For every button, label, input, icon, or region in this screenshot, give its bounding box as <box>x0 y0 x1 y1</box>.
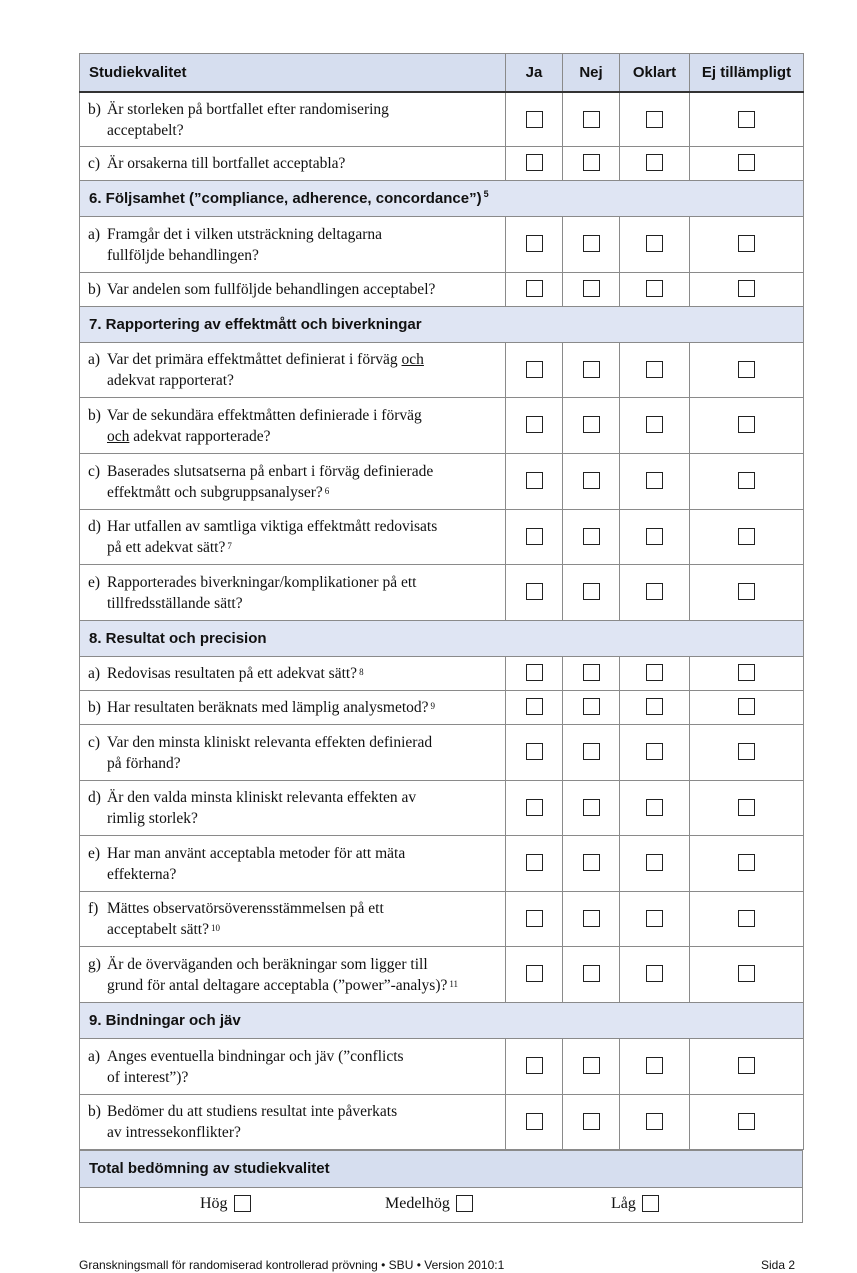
answer-cell-ja <box>506 1038 563 1094</box>
answer-cell-ja <box>506 453 563 509</box>
answer-cell-nej <box>563 146 620 180</box>
answer-cell-nej <box>563 564 620 620</box>
question-line: tillfredsställande sätt? <box>107 594 243 612</box>
answer-cell-oklart <box>620 342 690 397</box>
answer-cell-ja <box>506 564 563 620</box>
answer-cell-ja <box>506 509 563 564</box>
checkbox-nej[interactable] <box>583 910 600 927</box>
question-text <box>107 461 499 503</box>
answer-cell-nej <box>563 656 620 690</box>
section-title: 9. Bindningar och jäv <box>89 1011 241 1029</box>
checkbox-nej[interactable] <box>583 799 600 816</box>
answer-cell-nej <box>563 92 620 146</box>
question-label: c) <box>88 155 101 172</box>
option-hog-checkbox[interactable] <box>234 1195 251 1212</box>
footer-text: Granskningsmall för randomiserad kontrollerad prövning • SBU • Version 2010:1 <box>79 1258 505 1272</box>
checkbox-nej[interactable] <box>583 416 600 433</box>
answer-cell-ej-tillampligt <box>690 1094 804 1149</box>
question-label: g) <box>88 955 101 973</box>
checkbox-oklart[interactable] <box>646 583 663 600</box>
checkbox-ej-tillampligt[interactable] <box>738 799 755 816</box>
total-title: Total bedömning av studiekvalitet <box>80 1150 803 1187</box>
checkbox-ej-tillampligt[interactable] <box>738 1113 755 1130</box>
footnote-ref: 5 <box>483 188 489 199</box>
question-text <box>107 405 499 447</box>
answer-cell-oklart <box>620 272 690 306</box>
column-ja: Ja <box>506 54 563 93</box>
question-line: adekvat rapporterade? <box>129 427 271 445</box>
question-line: av intressekonflikter? <box>107 1124 241 1141</box>
question-text <box>107 279 499 300</box>
answer-cell-ja <box>506 946 563 1002</box>
question-label: b) <box>88 406 101 424</box>
answer-cell-ja <box>506 216 563 272</box>
checkbox-ej-tillampligt[interactable] <box>738 416 755 433</box>
question-label: b) <box>88 281 101 298</box>
answer-cell-ej-tillampligt <box>690 342 804 397</box>
question-label: f) <box>88 900 99 917</box>
question-row <box>80 690 804 724</box>
answer-cell-ej-tillampligt <box>690 146 804 180</box>
answer-cell-nej <box>563 780 620 835</box>
question-line: acceptabelt? <box>107 121 184 139</box>
checkbox-ja[interactable] <box>526 799 543 816</box>
answer-cell-oklart <box>620 656 690 690</box>
checkbox-nej[interactable] <box>583 1057 600 1074</box>
checkbox-ja[interactable] <box>526 235 543 252</box>
underlined-word: och <box>107 427 130 445</box>
question-row <box>80 564 804 620</box>
checkbox-oklart[interactable] <box>646 1057 663 1074</box>
page-number: Sida 2 <box>760 1258 795 1272</box>
answer-cell-oklart <box>620 724 690 780</box>
question-line: Baserades slutsatserna på enbart i förväg definierade <box>107 462 434 480</box>
checkbox-ej-tillampligt[interactable] <box>738 583 755 600</box>
question-line: Rapporterades biverkningar/komplikationer på ett <box>107 573 417 591</box>
checkbox-nej[interactable] <box>583 154 600 171</box>
answer-cell-nej <box>563 216 620 272</box>
option-lag-checkbox[interactable] <box>642 1195 659 1212</box>
answer-cell-ja <box>506 835 563 891</box>
answer-cell-oklart <box>620 946 690 1002</box>
checkbox-ej-tillampligt[interactable] <box>738 361 755 378</box>
checkbox-oklart[interactable] <box>646 154 663 171</box>
checkbox-ja[interactable] <box>526 583 543 600</box>
answer-cell-oklart <box>620 146 690 180</box>
question-row <box>80 216 804 272</box>
checkbox-ej-tillampligt[interactable] <box>738 743 755 760</box>
checkbox-ja[interactable] <box>526 698 543 715</box>
section-title: 8. Resultat och precision <box>89 629 267 647</box>
question-label: d) <box>88 518 101 535</box>
question-line: Bedömer du att studiens resultat inte påverkats <box>107 1103 398 1120</box>
question-row <box>80 272 804 306</box>
section-heading <box>80 620 804 656</box>
answer-cell-ej-tillampligt <box>690 891 804 946</box>
table-header <box>80 54 804 93</box>
question-row <box>80 146 804 180</box>
question-line: på förhand? <box>107 754 181 772</box>
checkbox-nej[interactable] <box>583 280 600 297</box>
checkbox-ja[interactable] <box>526 965 543 982</box>
answer-cell-oklart <box>620 453 690 509</box>
option-medelhog-checkbox[interactable] <box>456 1195 473 1212</box>
question-line: Anges eventuella bindningar och jäv (”conflicts <box>107 1047 404 1065</box>
checkbox-ja[interactable] <box>526 280 543 297</box>
question-text <box>107 663 499 684</box>
footnote-ref: 9 <box>430 701 436 711</box>
question-text <box>107 898 499 940</box>
checkbox-oklart[interactable] <box>646 111 663 128</box>
question-label: b) <box>88 100 101 118</box>
answer-cell-oklart <box>620 891 690 946</box>
footnote-ref: 6 <box>324 485 330 496</box>
question-line: Är orsakerna till bortfallet acceptabla? <box>107 155 346 172</box>
review-form <box>79 53 803 1223</box>
question-text <box>107 732 499 774</box>
answer-cell-ej-tillampligt <box>690 397 804 453</box>
answer-cell-nej <box>563 509 620 564</box>
checkbox-ja[interactable] <box>526 743 543 760</box>
checkbox-ej-tillampligt[interactable] <box>738 235 755 252</box>
answer-cell-nej <box>563 835 620 891</box>
answer-cell-oklart <box>620 216 690 272</box>
answer-cell-ej-tillampligt <box>690 656 804 690</box>
section-title: 6. Följsamhet (”compliance, adherence, concordance”) <box>89 189 482 207</box>
question-row <box>80 891 804 946</box>
answer-cell-ja <box>506 690 563 724</box>
checkbox-nej[interactable] <box>583 111 600 128</box>
column-oklart: Oklart <box>620 54 690 93</box>
answer-cell-ja <box>506 92 563 146</box>
checkbox-ja[interactable] <box>526 910 543 927</box>
checkbox-ej-tillampligt[interactable] <box>738 528 755 545</box>
answer-cell-nej <box>563 690 620 724</box>
checkbox-nej[interactable] <box>583 854 600 871</box>
column-nej: Nej <box>563 54 620 93</box>
answer-cell-ja <box>506 780 563 835</box>
checkbox-oklart[interactable] <box>646 799 663 816</box>
underlined-word: och <box>401 351 424 368</box>
checkbox-ja[interactable] <box>526 472 543 489</box>
checkbox-nej[interactable] <box>583 965 600 982</box>
answer-cell-ja <box>506 656 563 690</box>
checkbox-nej[interactable] <box>583 664 600 681</box>
question-line: grund för antal deltagare acceptabla (”power”-analys)? <box>107 976 448 994</box>
question-label: b) <box>88 699 101 716</box>
question-text <box>107 1046 499 1088</box>
checkbox-oklart[interactable] <box>646 664 663 681</box>
checkbox-ej-tillampligt[interactable] <box>738 664 755 681</box>
checkbox-ja[interactable] <box>526 854 543 871</box>
answer-cell-nej <box>563 272 620 306</box>
question-row <box>80 780 804 835</box>
answer-cell-ja <box>506 724 563 780</box>
checkbox-nej[interactable] <box>583 528 600 545</box>
question-text <box>107 843 499 885</box>
question-line: Var det primära effektmåttet definierat i förväg <box>107 351 402 368</box>
checkbox-oklart[interactable] <box>646 472 663 489</box>
checkbox-ej-tillampligt[interactable] <box>738 280 755 297</box>
question-row <box>80 1094 804 1149</box>
answer-cell-nej <box>563 397 620 453</box>
answer-cell-nej <box>563 453 620 509</box>
question-line: Var de sekundära effektmåtten definierade i förväg <box>107 406 422 424</box>
question-line: rimlig storlek? <box>107 810 198 827</box>
total-assessment <box>79 1150 803 1223</box>
question-line: Redovisas resultaten på ett adekvat sätt? <box>107 665 358 682</box>
section-heading <box>80 180 804 216</box>
answer-cell-ej-tillampligt <box>690 564 804 620</box>
answer-cell-ja <box>506 146 563 180</box>
question-label: c) <box>88 733 101 751</box>
answer-cell-nej <box>563 946 620 1002</box>
answer-cell-ja <box>506 342 563 397</box>
question-line: effektmått och subgruppsanalyser? <box>107 483 323 501</box>
answer-cell-ej-tillampligt <box>690 272 804 306</box>
question-row <box>80 724 804 780</box>
question-line: of interest”)? <box>107 1068 189 1086</box>
question-text <box>107 787 499 829</box>
question-line: på ett adekvat sätt? <box>107 539 226 556</box>
answer-cell-oklart <box>620 690 690 724</box>
checkbox-ej-tillampligt[interactable] <box>738 910 755 927</box>
answer-cell-ja <box>506 891 563 946</box>
question-row <box>80 1038 804 1094</box>
answer-cell-nej <box>563 724 620 780</box>
checkbox-ja[interactable] <box>526 528 543 545</box>
footnote-ref: 7 <box>227 541 232 551</box>
question-text <box>107 572 499 614</box>
question-line: Har resultaten beräknats med lämplig analysmetod? <box>107 699 429 716</box>
question-line: adekvat rapporterat? <box>107 372 234 389</box>
question-label: a) <box>88 351 101 368</box>
checkbox-oklart[interactable] <box>646 743 663 760</box>
question-text <box>107 153 499 174</box>
question-line: Mättes observatörsöverensstämmelsen på ett <box>107 900 384 917</box>
header-title: Studiekvalitet <box>80 54 506 93</box>
question-line: Har man använt acceptabla metoder för att mäta <box>107 844 406 862</box>
answer-cell-ja <box>506 397 563 453</box>
checkbox-oklart[interactable] <box>646 698 663 715</box>
section-title: 7. Rapportering av effektmått och biverkningar <box>89 315 422 333</box>
checkbox-nej[interactable] <box>583 1113 600 1130</box>
question-row <box>80 397 804 453</box>
total-options-row <box>80 1187 803 1222</box>
question-label: c) <box>88 462 101 480</box>
page-footer <box>79 1258 795 1272</box>
answer-cell-ja <box>506 272 563 306</box>
question-line: fullföljde behandlingen? <box>107 246 259 264</box>
option-lag[interactable] <box>611 1195 659 1213</box>
option-hog-label: Hög <box>200 1194 228 1212</box>
quality-table <box>79 53 804 1150</box>
question-line: Var den minsta kliniskt relevanta effekten definierad <box>107 733 433 751</box>
answer-cell-ej-tillampligt <box>690 690 804 724</box>
question-line: acceptabelt sätt? <box>107 921 209 938</box>
checkbox-ja[interactable] <box>526 416 543 433</box>
checkbox-oklart[interactable] <box>646 910 663 927</box>
answer-cell-oklart <box>620 1094 690 1149</box>
checkbox-oklart[interactable] <box>646 854 663 871</box>
answer-cell-oklart <box>620 397 690 453</box>
question-row <box>80 453 804 509</box>
question-label: a) <box>88 225 101 243</box>
answer-cell-ej-tillampligt <box>690 946 804 1002</box>
checkbox-nej[interactable] <box>583 235 600 252</box>
checkbox-oklart[interactable] <box>646 235 663 252</box>
question-label: e) <box>88 573 101 591</box>
checkbox-oklart[interactable] <box>646 965 663 982</box>
answer-cell-oklart <box>620 1038 690 1094</box>
answer-cell-nej <box>563 891 620 946</box>
checkbox-oklart[interactable] <box>646 361 663 378</box>
answer-cell-ej-tillampligt <box>690 724 804 780</box>
question-text <box>107 349 499 391</box>
question-text <box>107 224 499 266</box>
checkbox-nej[interactable] <box>583 472 600 489</box>
question-row <box>80 92 804 146</box>
question-text <box>107 954 499 996</box>
answer-cell-ja <box>506 1094 563 1149</box>
answer-cell-ej-tillampligt <box>690 1038 804 1094</box>
question-text <box>107 99 499 141</box>
answer-cell-ej-tillampligt <box>690 216 804 272</box>
checkbox-nej[interactable] <box>583 583 600 600</box>
question-line: Är den valda minsta kliniskt relevanta effekten av <box>107 789 417 806</box>
question-text <box>107 1101 499 1143</box>
answer-cell-oklart <box>620 564 690 620</box>
checkbox-ej-tillampligt[interactable] <box>738 698 755 715</box>
question-line: Var andelen som fullföljde behandlingen acceptabel? <box>107 281 436 298</box>
checkbox-oklart[interactable] <box>646 416 663 433</box>
question-text <box>107 697 499 718</box>
question-row <box>80 835 804 891</box>
checkbox-ja[interactable] <box>526 111 543 128</box>
footnote-ref: 8 <box>359 667 364 677</box>
answer-cell-ej-tillampligt <box>690 453 804 509</box>
answer-cell-oklart <box>620 509 690 564</box>
question-row <box>80 509 804 564</box>
checkbox-ej-tillampligt[interactable] <box>738 472 755 489</box>
option-lag-label: Låg <box>611 1194 636 1212</box>
answer-cell-oklart <box>620 835 690 891</box>
answer-cell-ej-tillampligt <box>690 92 804 146</box>
checkbox-nej[interactable] <box>583 743 600 760</box>
question-label: a) <box>88 1047 101 1065</box>
answer-cell-oklart <box>620 780 690 835</box>
answer-cell-ej-tillampligt <box>690 509 804 564</box>
answer-cell-nej <box>563 342 620 397</box>
question-row <box>80 656 804 690</box>
footnote-ref: 11 <box>449 978 459 989</box>
checkbox-ej-tillampligt[interactable] <box>738 965 755 982</box>
section-heading <box>80 306 804 342</box>
checkbox-oklart[interactable] <box>646 528 663 545</box>
checkbox-ja[interactable] <box>526 1113 543 1130</box>
checkbox-ja[interactable] <box>526 1057 543 1074</box>
answer-cell-nej <box>563 1038 620 1094</box>
answer-cell-oklart <box>620 92 690 146</box>
question-label: b) <box>88 1103 101 1120</box>
option-hog[interactable] <box>200 1195 251 1213</box>
answer-cell-ej-tillampligt <box>690 780 804 835</box>
answer-cell-ej-tillampligt <box>690 835 804 891</box>
option-medelhog[interactable] <box>385 1195 473 1213</box>
checkbox-ej-tillampligt[interactable] <box>738 111 755 128</box>
question-line: Har utfallen av samtliga viktiga effektmått redovisats <box>107 518 438 535</box>
answer-cell-nej <box>563 1094 620 1149</box>
checkbox-ja[interactable] <box>526 361 543 378</box>
checkbox-oklart[interactable] <box>646 1113 663 1130</box>
question-line: Är de överväganden och beräkningar som ligger till <box>107 955 428 973</box>
footnote-ref: 10 <box>210 923 220 933</box>
question-label: a) <box>88 665 101 682</box>
checkbox-nej[interactable] <box>583 361 600 378</box>
checkbox-ja[interactable] <box>526 154 543 171</box>
checkbox-nej[interactable] <box>583 698 600 715</box>
question-line: Är storleken på bortfallet efter randomisering <box>107 100 389 118</box>
checkbox-ja[interactable] <box>526 664 543 681</box>
option-medelhog-label: Medelhög <box>385 1194 450 1212</box>
checkbox-ej-tillampligt[interactable] <box>738 1057 755 1074</box>
section-heading <box>80 1002 804 1038</box>
question-text <box>107 516 499 558</box>
checkbox-ej-tillampligt[interactable] <box>738 854 755 871</box>
question-row <box>80 342 804 397</box>
question-label: d) <box>88 789 101 806</box>
column-ej-tillampligt: Ej tillämpligt <box>690 54 804 93</box>
checkbox-oklart[interactable] <box>646 280 663 297</box>
question-row <box>80 946 804 1002</box>
checkbox-ej-tillampligt[interactable] <box>738 154 755 171</box>
question-label: e) <box>88 844 101 862</box>
question-line: effekterna? <box>107 865 177 883</box>
question-line: Framgår det i vilken utsträckning deltagarna <box>107 225 383 243</box>
